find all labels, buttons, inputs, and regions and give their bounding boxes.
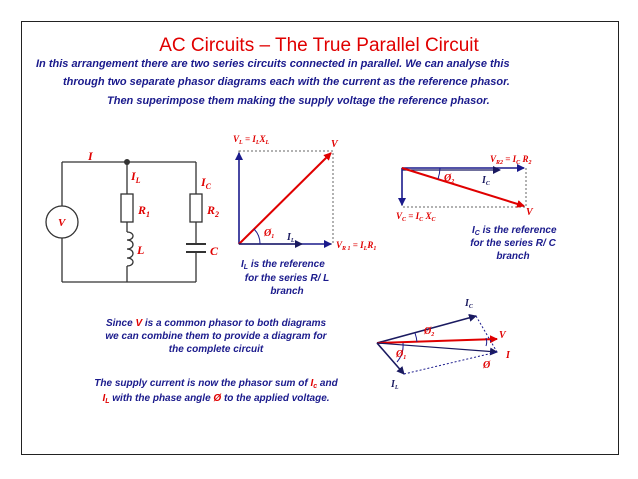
note2-line-2: $I_L$ with the phase angle Ø to the applied voltage. [102,393,330,405]
combined-dashed-1 [476,316,497,352]
combined-i-label: I [506,350,510,361]
intro-line-3: Then superimpose them making the supply voltage the reference phasor. [107,95,490,107]
label-L: L [137,243,145,257]
note1-line-2: we can combine them to provide a diagram for [105,331,327,342]
rl-vr-label: $V_{R 1} = I_LR_1$ [336,240,377,252]
rl-v-phasor [239,153,331,244]
rl-caption-line-3: branch [270,286,304,297]
combined-v-label: V [499,330,506,341]
rc-v-phasor [402,168,524,206]
combined-phi-label: Ø [483,360,491,371]
combined-ic-label: $I_C$ [465,298,473,310]
rl-v-label: V [331,139,338,150]
rc-vc-label: $V_C = I_C$ $X_C$ [396,211,436,223]
label-IC: $I_C$ [201,175,212,191]
label-I: I [88,149,93,163]
combined-phi2-arc [415,333,417,342]
rl-phi-label: $Ø_1$ [264,228,275,240]
combined-i-phasor [377,343,497,352]
intro-line-1: In this arrangement there are two series circuits connected in parallel. We can analyse this [36,58,510,70]
slide-title: AC Circuits – The True Parallel Circuit [159,35,479,56]
rl-phi-arc [254,229,260,244]
rc-ic-label: $I_C$ [482,175,490,187]
rc-vr2-label: $V_{R2} = I_C$ $R_2$ [490,154,532,166]
rl-il-label: $I_L$ [287,232,295,244]
note1-line-3: the complete circuit [168,344,264,355]
note1-line-1: Since V is a common phasor to both diagrams [105,318,327,329]
intro-line-2: through two separate phasor diagrams each with the current as the reference phasor. [63,76,510,88]
inductor-l [127,232,133,266]
combined-phi2-label: $Ø_2$ [424,326,435,338]
combined-phi1-label: $Ø_1$ [396,349,407,361]
rc-caption-line-2: for the series R/ C [470,238,556,249]
label-V-source: V [58,217,66,229]
label-R2: $R_2$ [207,203,220,219]
label-IL: $I_L$ [131,169,141,185]
rl-vl-label: $V_L = I_LX_L$ [233,134,270,146]
junction-dot [124,159,130,165]
combined-phi-arc [486,338,487,346]
rc-phi-label: $Ø_2$ [444,173,455,185]
rc-caption-line-1: $I_C$ is the reference [472,225,557,237]
resistor-r1 [121,194,133,222]
rl-caption-line-2: for the series R/ L [244,273,330,284]
rl-caption-line-1: $I_L$ is the reference [241,259,325,271]
rc-caption-line-3: branch [496,251,530,262]
resistor-r2 [190,194,202,222]
combined-v-phasor [377,339,497,343]
rc-v-label: V [526,207,533,218]
label-C: C [210,244,219,258]
label-R1: $R_1$ [138,203,151,219]
note2-line-1: The supply current is now the phasor sum of $I_c$ and [94,378,338,390]
combined-il-label: $I_L$ [391,379,399,391]
combined-phasor [377,316,497,374]
